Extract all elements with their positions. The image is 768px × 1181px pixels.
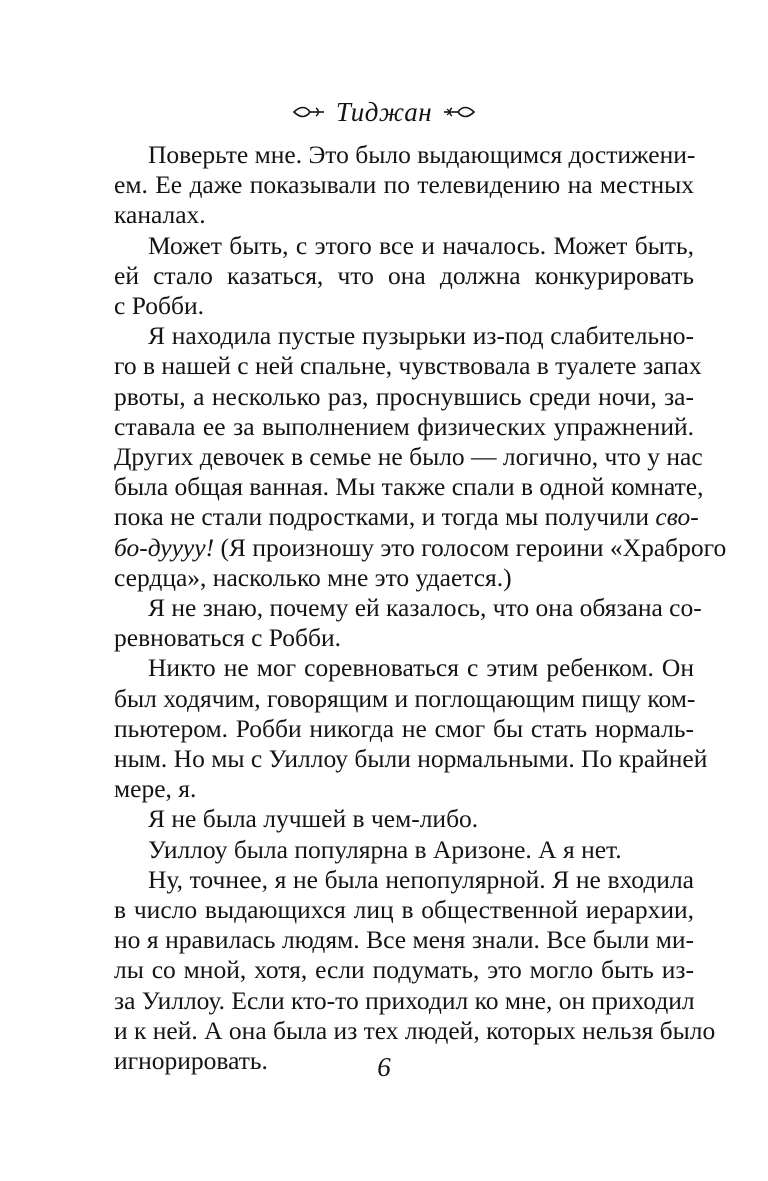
text-line: Поверьте мне. Это было выдающимся достижени- bbox=[148, 140, 696, 169]
paragraph-4 bbox=[114, 593, 702, 653]
body-text bbox=[114, 140, 727, 1076]
paragraph-6 bbox=[114, 804, 694, 834]
text-line: Может быть, с этого все и началось. Может быть, bbox=[148, 230, 694, 260]
paragraph-3 bbox=[114, 321, 727, 593]
text-line: был ходячим, говорящим и поглощающим пищу ком- bbox=[114, 683, 696, 713]
text-line: Я не была лучшей в чем-либо. bbox=[148, 804, 479, 834]
text-line: с Робби. bbox=[114, 291, 204, 321]
text-line bbox=[114, 502, 699, 532]
right-flourish-icon bbox=[442, 104, 476, 120]
text-line: го в нашей с ней спальне, чувствовала в туалете запах bbox=[114, 351, 702, 381]
text-line bbox=[114, 532, 727, 563]
text-line: ем. Ее даже показывали по телевидению на местных bbox=[114, 170, 694, 200]
text-segment: (Я произношу это голосом героини «Храброго bbox=[214, 532, 727, 562]
text-line: была общая ванная. Мы также спали в одной комнате, bbox=[114, 472, 704, 502]
text-line: ревноваться с Робби. bbox=[114, 623, 342, 653]
emphasis-text: сво- bbox=[655, 502, 699, 532]
paragraph-8 bbox=[114, 864, 716, 1076]
text-line: Ну, точнее, я не была непопулярной. Я не входила bbox=[148, 864, 694, 894]
text-line: Никто не мог соревноваться с этим ребенком. Он bbox=[148, 653, 694, 683]
paragraph-7 bbox=[114, 835, 694, 865]
text-line: и к ней. А она была из тех людей, которых нельзя было bbox=[114, 1015, 716, 1045]
left-flourish-icon bbox=[292, 104, 326, 120]
text-line: каналах. bbox=[114, 200, 206, 230]
emphasis-text: бо-дуууу! bbox=[114, 532, 215, 562]
text-line: Уиллоу была популярна в Аризоне. А я нет. bbox=[148, 834, 622, 864]
text-segment: пока не стали подростками, и тогда мы получили bbox=[114, 502, 650, 532]
text-line: Других девочек в семье не было — логично, что у нас bbox=[114, 442, 703, 472]
paragraph-5 bbox=[114, 653, 708, 804]
page-number: 6 bbox=[377, 1052, 391, 1082]
text-line: но я нравилась людям. Все меня знали. Все были ми- bbox=[114, 925, 694, 955]
text-line: лы со мной, хотя, если подумать, это могло быть из- bbox=[114, 955, 694, 985]
running-head-title: Тиджан bbox=[335, 96, 433, 127]
text-line: мере, я. bbox=[114, 774, 197, 804]
paragraph-2 bbox=[114, 231, 694, 322]
text-line: Я находила пустые пузырьки из-под слабительно- bbox=[148, 321, 694, 351]
text-line: рвоты, а несколько раз, проснувшись среди ночи, за- bbox=[114, 381, 694, 411]
text-line: пьютером. Робби никогда не смог бы стать нормаль- bbox=[114, 713, 694, 743]
text-line: сердца», насколько мне это удается.) bbox=[114, 562, 512, 592]
text-line: ставала ее за выполнением физических упражнений. bbox=[114, 411, 694, 441]
text-line: ным. Но мы с Уиллоу были нормальными. По крайней bbox=[114, 744, 708, 774]
running-head bbox=[0, 92, 768, 132]
text-line: ей стало казаться, что она должна конкурировать bbox=[114, 260, 694, 290]
paragraph-1 bbox=[114, 140, 694, 231]
text-line: игнорировать. bbox=[114, 1046, 268, 1076]
text-line: в число выдающихся лиц в общественной иерархии, bbox=[114, 895, 694, 925]
text-line: за Уиллоу. Если кто-то приходил ко мне, он приходил bbox=[114, 985, 695, 1015]
text-line: Я не знаю, почему ей казалось, что она обязана со- bbox=[148, 593, 702, 623]
